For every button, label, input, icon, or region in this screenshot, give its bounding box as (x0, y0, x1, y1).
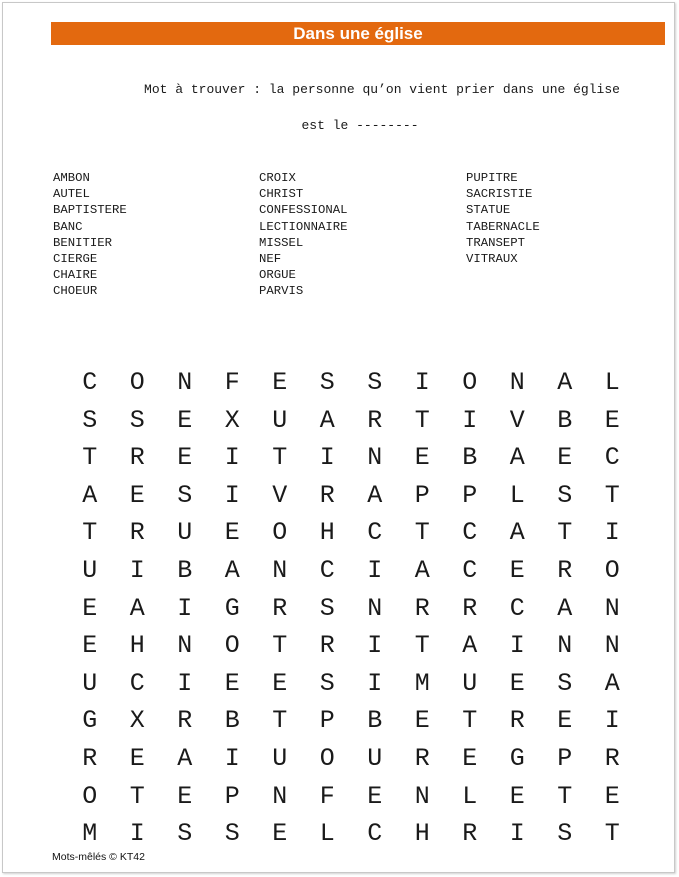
grid-letter: R (557, 555, 573, 585)
grid-letter: V (272, 480, 288, 510)
grid-letter: C (82, 368, 98, 397)
word-item: MISSEL (259, 235, 304, 250)
page-title: Dans une église (51, 22, 665, 45)
grid-letter: E (367, 781, 383, 811)
grid-letter: C (319, 555, 335, 585)
grid-letter: I (224, 443, 240, 473)
grid-letter: A (604, 668, 620, 698)
grid-letter: U (367, 743, 383, 773)
grid-letter: N (557, 631, 573, 661)
grid-letter: O (82, 781, 98, 811)
word-item: CHRIST (259, 187, 304, 202)
grid-letter: N (177, 368, 193, 397)
grid-letter: I (367, 668, 383, 698)
grid-letter: P (414, 480, 430, 510)
grid-letter: T (414, 405, 430, 435)
grid-letter: I (414, 368, 430, 397)
grid-letter: U (462, 668, 478, 698)
word-item: PARVIS (259, 284, 304, 299)
word-item: CHAIRE (53, 268, 98, 283)
grid-letter: I (462, 405, 478, 435)
grid-letter: U (177, 518, 193, 548)
grid-letter: C (462, 518, 478, 548)
word-list-column-3 (466, 170, 540, 267)
grid-letter: T (462, 706, 478, 736)
grid-letter: U (82, 555, 98, 585)
grid-letter: N (272, 555, 288, 585)
word-item: VITRAUX (466, 251, 518, 266)
letter-grid (66, 364, 636, 853)
word-item: LECTIONNAIRE (259, 219, 348, 234)
grid-letter: S (129, 405, 145, 435)
grid-letter: I (224, 480, 240, 510)
grid-letter: C (367, 819, 383, 849)
grid-letter: S (557, 668, 573, 698)
grid-letter: B (557, 405, 573, 435)
grid-letter: E (177, 781, 193, 811)
grid-letter: S (367, 368, 383, 397)
grid-letter: N (177, 631, 193, 661)
grid-letter: A (414, 555, 430, 585)
grid-letter: O (462, 368, 478, 397)
grid-letter: E (557, 706, 573, 736)
word-item: AMBON (53, 171, 90, 185)
grid-letter: S (319, 593, 335, 623)
grid-letter: E (177, 405, 193, 435)
word-item: SACRISTIE (466, 187, 533, 202)
word-list (53, 170, 653, 300)
grid-letter: E (557, 443, 573, 473)
grid-letter: N (604, 593, 620, 623)
grid-letter: C (367, 518, 383, 548)
grid-letter: T (414, 631, 430, 661)
grid-letter: N (272, 781, 288, 811)
grid-letter: E (509, 668, 525, 698)
grid-letter: I (509, 819, 525, 849)
grid-letter: N (604, 631, 620, 661)
grid-letter: E (509, 555, 525, 585)
grid-letter: F (224, 368, 240, 397)
grid-letter: P (224, 781, 240, 811)
grid-letter: B (177, 555, 193, 585)
footer-credit: Mots-mêlés © KT42 (52, 851, 145, 863)
grid-letter: O (604, 555, 620, 585)
grid-letter: F (319, 781, 335, 811)
grid-letter: L (319, 819, 335, 849)
grid-letter: E (224, 518, 240, 548)
grid-letter: X (224, 405, 240, 435)
grid-letter: E (272, 368, 288, 397)
grid-letter: T (272, 631, 288, 661)
grid-letter: S (177, 480, 193, 510)
grid-letter: P (319, 706, 335, 736)
grid-letter: I (604, 518, 620, 548)
grid-letter: H (319, 518, 335, 548)
grid-letter: G (224, 593, 240, 623)
word-item: NEF (259, 251, 282, 266)
grid-letter: V (509, 405, 525, 435)
grid-letter: B (462, 443, 478, 473)
grid-letter: E (129, 743, 145, 773)
grid-letter: E (129, 480, 145, 510)
grid-letter: T (414, 518, 430, 548)
grid-letter: I (367, 555, 383, 585)
grid-letter: C (462, 555, 478, 585)
grid-letter: R (319, 631, 335, 661)
grid-letter: A (177, 743, 193, 773)
grid-letter: T (129, 781, 145, 811)
word-item: CROIX (259, 171, 296, 185)
grid-letter: T (272, 706, 288, 736)
word-list-column-2 (259, 170, 348, 300)
word-item: PUPITRE (466, 171, 518, 185)
grid-letter: S (177, 819, 193, 849)
word-item: AUTEL (53, 187, 90, 202)
grid-letter: H (129, 631, 145, 661)
grid-letter: M (414, 668, 430, 698)
grid-letter: A (367, 480, 383, 510)
instruction-line-1: Mot à trouver : la personne qu’on vient prier dans une église (144, 82, 620, 97)
grid-letter: R (319, 480, 335, 510)
word-list-column-1 (53, 170, 127, 300)
grid-letter: R (604, 743, 620, 773)
grid-letter: S (319, 368, 335, 397)
grid-letter: A (509, 518, 525, 548)
grid-letter: E (604, 781, 620, 811)
grid-letter: G (82, 706, 98, 736)
grid-letter: E (82, 631, 98, 661)
grid-letter: I (509, 631, 525, 661)
word-item: CHOEUR (53, 284, 98, 299)
grid-letter: I (319, 443, 335, 473)
grid-letter: R (414, 593, 430, 623)
grid-letter: X (129, 706, 145, 736)
grid-letter: R (462, 819, 478, 849)
grid-letter: C (129, 668, 145, 698)
grid-letter: I (367, 631, 383, 661)
grid-letter: T (604, 819, 620, 849)
grid-letter: E (224, 668, 240, 698)
grid-letter: C (604, 443, 620, 473)
grid-letter: P (462, 480, 478, 510)
word-item: STATUE (466, 203, 511, 218)
grid-letter: N (367, 443, 383, 473)
grid-letter: N (414, 781, 430, 811)
grid-letter: I (177, 668, 193, 698)
grid-letter: I (129, 555, 145, 585)
word-item: CONFESSIONAL (259, 203, 348, 218)
grid-letter: C (509, 593, 525, 623)
grid-letter: T (557, 518, 573, 548)
word-item: BAPTISTERE (53, 203, 127, 218)
grid-letter: H (414, 819, 430, 849)
grid-letter: R (129, 518, 145, 548)
grid-letter: I (224, 743, 240, 773)
grid-letter: E (177, 443, 193, 473)
grid-letter: I (604, 706, 620, 736)
grid-letter: T (604, 480, 620, 510)
grid-letter: S (82, 405, 98, 435)
grid-letter: R (177, 706, 193, 736)
grid-letter: S (319, 668, 335, 698)
grid-letter: O (129, 368, 145, 397)
grid-letter: G (509, 743, 525, 773)
grid-letter: U (82, 668, 98, 698)
word-item: BANC (53, 219, 83, 234)
grid-letter: S (557, 480, 573, 510)
grid-letter: B (367, 706, 383, 736)
grid-letter: R (509, 706, 525, 736)
grid-letter: E (414, 443, 430, 473)
grid-letter: O (272, 518, 288, 548)
grid-letter: I (177, 593, 193, 623)
word-item: ORGUE (259, 268, 296, 283)
grid-letter: N (509, 368, 525, 397)
grid-letter: R (129, 443, 145, 473)
grid-letter: E (82, 593, 98, 623)
grid-letter: B (224, 706, 240, 736)
grid-letter: E (414, 706, 430, 736)
grid-letter: L (604, 368, 620, 397)
grid-letter: A (129, 593, 145, 623)
grid-letter: O (224, 631, 240, 661)
grid-letter: E (272, 668, 288, 698)
grid-letter: U (272, 743, 288, 773)
grid-letter: M (82, 819, 98, 849)
grid-letter: T (557, 781, 573, 811)
grid-letter: T (82, 518, 98, 548)
grid-letter: N (367, 593, 383, 623)
word-item: TABERNACLE (466, 219, 540, 234)
grid-letter: L (462, 781, 478, 811)
grid-letter: L (509, 480, 525, 510)
grid-letter: U (272, 405, 288, 435)
grid-letter: A (82, 480, 98, 510)
grid-letter: A (462, 631, 478, 661)
grid-letter: R (414, 743, 430, 773)
grid-letter: T (272, 443, 288, 473)
grid-letter: E (509, 781, 525, 811)
word-item: BENITIER (53, 235, 113, 250)
grid-letter: R (272, 593, 288, 623)
grid-letter: S (557, 819, 573, 849)
grid-letter: A (319, 405, 335, 435)
grid-letter: P (557, 743, 573, 773)
grid-letter: R (367, 405, 383, 435)
grid-letter: O (319, 743, 335, 773)
grid-letter: T (82, 443, 98, 473)
grid-letter: A (509, 443, 525, 473)
word-item: CIERGE (53, 251, 98, 266)
instruction-line-2: est le -------- (301, 118, 419, 133)
grid-letter: R (82, 743, 98, 773)
grid-letter: A (224, 555, 240, 585)
grid-letter: I (129, 819, 145, 849)
grid-letter: S (224, 819, 240, 849)
grid-letter: A (557, 368, 573, 397)
grid-letter: E (272, 819, 288, 849)
grid-letter: E (462, 743, 478, 773)
grid-letter: R (462, 593, 478, 623)
grid-letter: A (557, 593, 573, 623)
word-item: TRANSEPT (466, 235, 526, 250)
grid-letter: E (604, 405, 620, 435)
